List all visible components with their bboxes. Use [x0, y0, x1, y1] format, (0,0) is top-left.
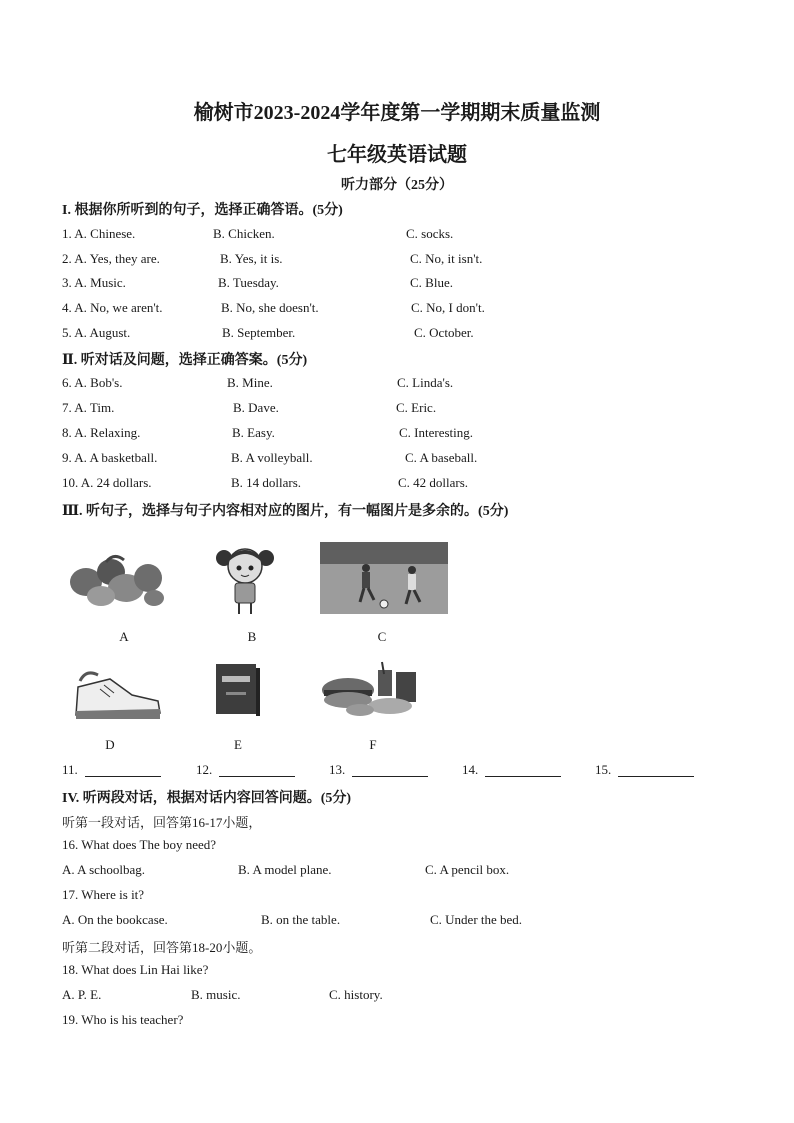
sneaker-photo-icon — [70, 665, 164, 723]
section-4-heading: IV. 听两段对话，根据对话内容回答问题。(5分) — [62, 791, 352, 806]
q5-option-a: 5. A. August. — [62, 325, 131, 340]
q9-option-a: 9. A. A basketball. — [62, 450, 158, 465]
q18-option-a: A. P. E. — [62, 987, 102, 1002]
q6-option-b: B. Mine. — [227, 375, 273, 390]
q3-option-b: B. Tuesday. — [218, 275, 279, 290]
soccer-match-photo-icon — [320, 542, 448, 614]
section-2-heading: Ⅱ. 听对话及问题，选择正确答案。(5分) — [62, 353, 308, 368]
answer-blank-12[interactable] — [219, 762, 295, 777]
picture-label-d: D — [105, 737, 115, 752]
q8-option-a: 8. A. Relaxing. — [62, 425, 141, 440]
blank-12-label: 12. — [196, 762, 213, 777]
dictionary-book-photo-icon — [212, 662, 262, 718]
q8-option-b: B. Easy. — [232, 425, 275, 440]
answer-blank-14[interactable] — [485, 762, 561, 777]
picture-label-a: A — [119, 629, 129, 644]
answer-blank-15[interactable] — [618, 762, 694, 777]
q5-option-c: C. October. — [414, 325, 474, 340]
answer-blank-13[interactable] — [352, 762, 428, 777]
burger-food-photo-icon — [320, 660, 422, 718]
q7-option-b: B. Dave. — [233, 400, 279, 415]
picture-label-c: C — [377, 629, 387, 644]
answer-blank-11[interactable] — [85, 762, 161, 777]
exam-subtitle: 七年级英语试题 — [327, 144, 467, 166]
q17-option-b: B. on the table. — [261, 912, 341, 927]
q9-option-b: B. A volleyball. — [231, 450, 313, 465]
dialogue-2-intro: 听第二段对话，回答第18-20小题。 — [62, 940, 262, 955]
q1-option-a: 1. A. Chinese. — [62, 226, 136, 241]
listening-part-heading: 听力部分（25分） — [341, 178, 453, 193]
q19-question: 19. Who is his teacher? — [62, 1012, 184, 1027]
q1-option-b: B. Chicken. — [213, 226, 275, 241]
q18-question: 18. What does Lin Hai like? — [62, 962, 209, 977]
q2-option-a: 2. A. Yes, they are. — [62, 251, 160, 266]
q4-option-b: B. No, she doesn't. — [221, 300, 319, 315]
q8-option-c: C. Interesting. — [399, 425, 474, 440]
q10-option-a: 10. A. 24 dollars. — [62, 475, 152, 490]
q5-option-b: B. September. — [222, 325, 296, 340]
q6-option-c: C. Linda's. — [397, 375, 454, 390]
q16-option-b: B. A model plane. — [238, 862, 332, 877]
q3-option-c: C. Blue. — [410, 275, 453, 290]
q7-option-c: C. Eric. — [396, 400, 437, 415]
q10-option-c: C. 42 dollars. — [398, 475, 469, 490]
q17-option-a: A. On the bookcase. — [62, 912, 168, 927]
q16-question: 16. What does The boy need? — [62, 837, 217, 852]
q7-option-a: 7. A. Tim. — [62, 400, 115, 415]
q1-option-c: C. socks. — [406, 226, 454, 241]
q4-option-c: C. No, I don't. — [411, 300, 485, 315]
exam-title: 榆树市2023-2024学年度第一学期期末质量监测 — [193, 102, 601, 124]
blank-14-label: 14. — [462, 762, 479, 777]
blank-13-label: 13. — [329, 762, 346, 777]
section-3-heading: Ⅲ. 听句子，选择与句子内容相对应的图片，有一幅图片是多余的。(5分) — [62, 504, 509, 519]
vegetables-photo-icon — [66, 550, 166, 610]
picture-label-e: E — [234, 737, 242, 752]
picture-label-b: B — [247, 629, 257, 644]
q4-option-a: 4. A. No, we aren't. — [62, 300, 163, 315]
picture-label-f: F — [369, 737, 377, 752]
q18-option-c: C. history. — [329, 987, 383, 1002]
q2-option-b: B. Yes, it is. — [220, 251, 283, 266]
dialogue-1-intro: 听第一段对话，回答第16-17小题， — [62, 815, 262, 830]
blank-11-label: 11. — [62, 762, 78, 777]
q17-option-c: C. Under the bed. — [430, 912, 523, 927]
q16-option-a: A. A schoolbag. — [62, 862, 146, 877]
q10-option-b: B. 14 dollars. — [231, 475, 302, 490]
q17-question: 17. Where is it? — [62, 887, 145, 902]
q9-option-c: C. A baseball. — [405, 450, 478, 465]
section-1-heading: I. 根据你所听到的句子，选择正确答语。(5分) — [62, 203, 343, 218]
girl-cartoon-icon — [214, 544, 276, 616]
q6-option-a: 6. A. Bob's. — [62, 375, 123, 390]
q2-option-c: C. No, it isn't. — [410, 251, 483, 266]
q3-option-a: 3. A. Music. — [62, 275, 126, 290]
q18-option-b: B. music. — [191, 987, 241, 1002]
q16-option-c: C. A pencil box. — [425, 862, 510, 877]
blank-15-label: 15. — [595, 762, 612, 777]
